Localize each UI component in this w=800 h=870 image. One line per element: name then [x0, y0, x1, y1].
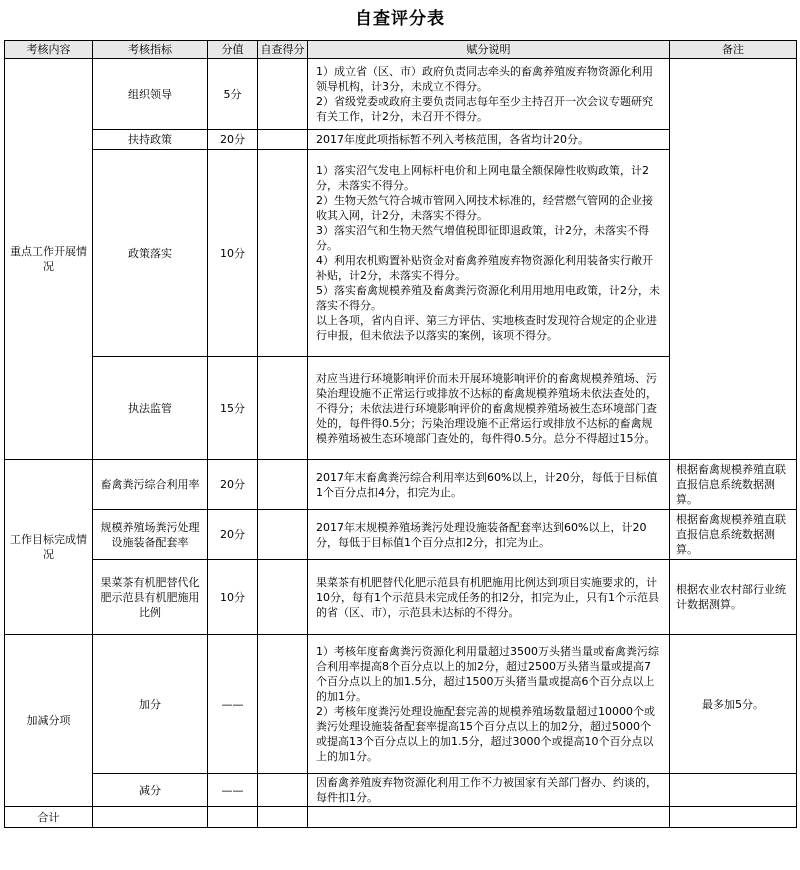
description-cell	[308, 59, 670, 130]
table-row	[5, 59, 797, 130]
description-line: 1）考核年度畜禽粪污资源化利用量超过3500万头猪当量或畜禽粪污综合利用率提高8个百分点以上的加2分，超过2500万头猪当量或提高7个百分点以上的加1.5分，超过1500万头猪当量或提高6个百分点以上的加1分。	[316, 645, 659, 703]
header-score: 分值	[208, 41, 258, 59]
indicator-cell: 规模养殖场粪污处理设施装备配套率	[93, 510, 208, 560]
score-cell: 5分	[208, 59, 258, 130]
description-line: 4）利用农机购置补贴资金对畜禽养殖废弃物资源化利用装备实行敞开补贴，计2分，未落实不得分。	[316, 254, 653, 282]
header-self-score: 自查得分	[258, 41, 308, 59]
description-cell	[308, 510, 670, 560]
total-cell	[258, 807, 308, 828]
table-row	[5, 560, 797, 635]
indicator-cell: 果菜茶有机肥替代化肥示范县有机肥施用比例	[93, 560, 208, 635]
total-cell	[208, 807, 258, 828]
description-cell	[308, 774, 670, 807]
table-row	[5, 510, 797, 560]
score-cell: 15分	[208, 357, 258, 460]
description-line: 2）省级党委或政府主要负责同志每年至少主持召开一次会议专题研究有关工作，计2分，未召开不得分。	[316, 95, 653, 123]
score-cell: 20分	[208, 130, 258, 150]
table-header-row	[5, 41, 797, 59]
description-line: 因畜禽养殖废弃物资源化利用工作不力被国家有关部门督办、约谈的，每件扣1分。	[316, 776, 657, 804]
indicator-cell: 组织领导	[93, 59, 208, 130]
section-adjust: 加减分项	[5, 635, 93, 807]
table-row	[5, 460, 797, 510]
self-score-cell	[258, 460, 308, 510]
table-row-total	[5, 807, 797, 828]
self-score-cell	[258, 59, 308, 130]
table-row	[5, 774, 797, 807]
self-score-cell	[258, 130, 308, 150]
description-line: 2017年末畜禽粪污综合利用率达到60%以上，计20分，每低于目标值1个百分点扣4分，扣完为止。	[316, 470, 658, 499]
table-row	[5, 635, 797, 774]
description-cell	[308, 130, 670, 150]
remarks-cell	[670, 59, 797, 460]
section-key-work: 重点工作开展情况	[5, 59, 93, 460]
description-cell	[308, 357, 670, 460]
remarks-cell: 根据农业农村部行业统计数据测算。	[670, 560, 797, 635]
score-cell: 10分	[208, 560, 258, 635]
remarks-cell: 根据畜禽规模养殖直联直报信息系统数据测算。	[670, 460, 797, 510]
description-line: 2017年末规模养殖场粪污处理设施装备配套率达到60%以上，计20分，每低于目标值1个百分点扣2分，扣完为止。	[316, 520, 647, 549]
remarks-cell: 根据畜禽规模养殖直联直报信息系统数据测算。	[670, 510, 797, 560]
description-line: 对应当进行环境影响评价而未开展环境影响评价的畜禽规模养殖场、污染治理设施不正常运行或排放不达标的畜禽规模养殖场未依法查处的，不得分；未依法进行环境影响评价的畜禽规模养殖场被生态环境部门查处的，每件得0.5分；污染治理设施不正常运行或排放不达标的畜禽规模养殖场被生态环境部门查处的，每件得0.5分。总分不得超过15分。	[316, 371, 657, 445]
total-cell	[670, 807, 797, 828]
indicator-cell: 执法监管	[93, 357, 208, 460]
indicator-cell: 减分	[93, 774, 208, 807]
remarks-cell	[670, 774, 797, 807]
total-cell	[308, 807, 670, 828]
description-line: 3）落实沼气和生物天然气增值税即征即退政策，计2分，未落实不得分。	[316, 224, 649, 252]
description-line: 2017年度此项指标暂不列入考核范围，各省均计20分。	[316, 133, 589, 146]
indicator-cell: 畜禽粪污综合利用率	[93, 460, 208, 510]
description-cell	[308, 560, 670, 635]
self-score-cell	[258, 635, 308, 774]
description-line: 果菜茶有机肥替代化肥示范县有机肥施用比例达到项目实施要求的，计10分，每有1个示范县未完成任务的扣2分，扣完为止，只有1个示范县的省（区、市），示范县未达标的不得分。	[316, 575, 659, 619]
total-label: 合计	[5, 807, 93, 828]
description-cell	[308, 460, 670, 510]
score-cell: 10分	[208, 150, 258, 357]
score-cell: 20分	[208, 460, 258, 510]
total-cell	[93, 807, 208, 828]
indicator-cell: 扶持政策	[93, 130, 208, 150]
self-score-cell	[258, 357, 308, 460]
self-score-cell	[258, 510, 308, 560]
indicator-cell: 加分	[93, 635, 208, 774]
header-assessment-indicator: 考核指标	[93, 41, 208, 59]
description-line: 1）落实沼气发电上网标杆电价和上网电量全额保障性收购政策，计2分，未落实不得分。	[316, 164, 649, 192]
header-scoring-description: 赋分说明	[308, 41, 670, 59]
indicator-cell: 政策落实	[93, 150, 208, 357]
self-score-cell	[258, 774, 308, 807]
page-title: 自查评分表	[355, 9, 445, 29]
description-cell	[308, 635, 670, 774]
score-cell: ——	[208, 774, 258, 807]
self-score-cell	[258, 150, 308, 357]
section-targets: 工作目标完成情况	[5, 460, 93, 635]
score-table	[4, 40, 797, 828]
header-assessment-content: 考核内容	[5, 41, 93, 59]
description-line: 2）生物天然气符合城市管网入网技术标准的，经营燃气管网的企业接收其入网，计2分，未落实不得分。	[316, 194, 653, 222]
header-remarks: 备注	[670, 41, 797, 59]
score-cell: 20分	[208, 510, 258, 560]
description-line: 2）考核年度粪污处理设施配套完善的规模养殖场数量超过10000个或粪污处理设施装备配套率提高15个百分点以上的加2分，超过5000个或提高13个百分点以上的加1.5分，超过3000个或提高10个百分点以上的加1分。	[316, 705, 655, 763]
description-cell	[308, 150, 670, 357]
description-line: 以上各项，省内自评、第三方评估、实地核查时发现符合规定的企业进行申报，但未依法予以落实的案例，该项不得分。	[316, 314, 657, 342]
remarks-cell: 最多加5分。	[670, 635, 797, 774]
description-line: 1）成立省（区、市）政府负责同志牵头的畜禽养殖废弃物资源化利用领导机构，计3分，未成立不得分。	[316, 65, 653, 93]
self-score-cell	[258, 560, 308, 635]
score-cell: ——	[208, 635, 258, 774]
description-line: 5）落实畜禽规模养殖及畜禽粪污资源化利用用地用电政策，计2分，未落实不得分。	[316, 284, 660, 312]
